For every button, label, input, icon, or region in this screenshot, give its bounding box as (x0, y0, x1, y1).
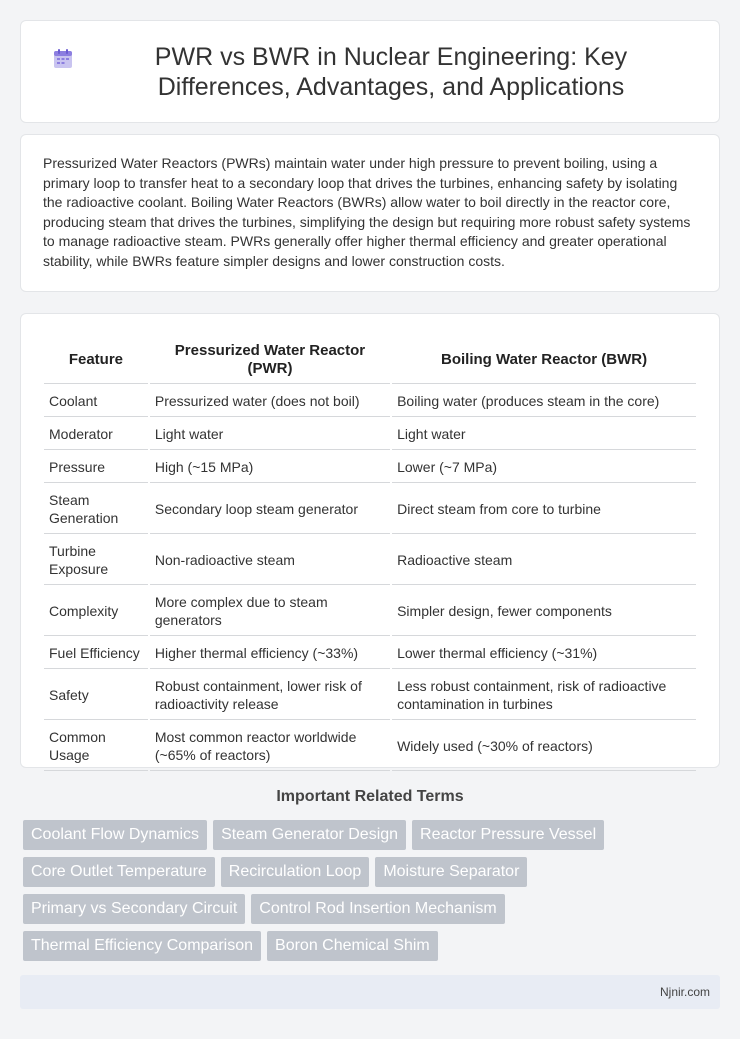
related-term-tag[interactable]: Primary vs Secondary Circuit (23, 894, 245, 924)
pwr-cell: Robust containment, lower risk of radioactivity release (150, 671, 390, 720)
table-row (44, 722, 696, 771)
related-term-tag[interactable]: Coolant Flow Dynamics (23, 820, 207, 850)
footer (20, 975, 720, 1009)
feature-cell: Moderator (44, 419, 148, 450)
feature-cell: Coolant (44, 386, 148, 417)
tag-row (23, 857, 713, 887)
related-term-tag[interactable]: Reactor Pressure Vessel (412, 820, 604, 850)
pwr-cell: Higher thermal efficiency (~33%) (150, 638, 390, 669)
feature-cell: Common Usage (44, 722, 148, 771)
table-row (44, 536, 696, 585)
table-row (44, 671, 696, 720)
related-terms-title: Important Related Terms (276, 788, 464, 805)
feature-cell: Turbine Exposure (44, 536, 148, 585)
tag-row (23, 931, 713, 961)
bwr-cell: Less robust containment, risk of radioactive contamination in turbines (392, 671, 696, 720)
feature-cell: Steam Generation (44, 485, 148, 534)
title-wrap (21, 21, 719, 122)
bwr-cell: Light water (392, 419, 696, 450)
related-term-tag[interactable]: Thermal Efficiency Comparison (23, 931, 261, 961)
page-title: PWR vs BWR in Nuclear Engineering: Key Differences, Advantages, and Applications (154, 42, 628, 101)
pwr-cell: High (~15 MPa) (150, 452, 390, 483)
feature-cell: Pressure (44, 452, 148, 483)
feature-cell: Fuel Efficiency (44, 638, 148, 669)
header-bwr: Boiling Water Reactor (BWR) (392, 336, 696, 384)
table-row (44, 386, 696, 417)
comparison-table (42, 334, 698, 773)
pwr-cell: Non-radioactive steam (150, 536, 390, 585)
related-term-tag[interactable]: Core Outlet Temperature (23, 857, 215, 887)
table-header-row (44, 336, 696, 384)
feature-cell: Safety (44, 671, 148, 720)
related-term-tag[interactable]: Recirculation Loop (221, 857, 370, 887)
table-row (44, 485, 696, 534)
related-term-tag[interactable]: Moisture Separator (375, 857, 527, 887)
pwr-cell: Secondary loop steam generator (150, 485, 390, 534)
tag-row (23, 894, 713, 924)
bwr-cell: Lower (~7 MPa) (392, 452, 696, 483)
tag-row (23, 820, 713, 850)
table-row (44, 452, 696, 483)
related-term-tag[interactable]: Control Rod Insertion Mechanism (251, 894, 504, 924)
table-row (44, 638, 696, 669)
table-row (44, 587, 696, 636)
pwr-cell: More complex due to steam generators (150, 587, 390, 636)
header-pwr: Pressurized Water Reactor (PWR) (150, 336, 390, 384)
comparison-card (20, 313, 720, 768)
related-term-tag[interactable]: Boron Chemical Shim (267, 931, 438, 961)
bwr-cell: Radioactive steam (392, 536, 696, 585)
intro-paragraph: Pressurized Water Reactors (PWRs) maintain water under high pressure to prevent boiling, using a primary loop to transfer heat to a secondary loop that drives the turbines, enhancing safety by isolating the radioactive coolant. Boiling Water Reactors (BWRs) allow water to boil directly in the reactor core, producing steam that drives the turbines, simplifying the design but requiring more robust safety systems to manage radioactive steam. PWRs generally offer higher thermal efficiency and greater operational stability, while BWRs feature simpler designs and lower construction costs. (43, 155, 691, 269)
table-row (44, 419, 696, 450)
bwr-cell: Simpler design, fewer components (392, 587, 696, 636)
pwr-cell: Light water (150, 419, 390, 450)
calendar-icon (51, 47, 75, 71)
bwr-cell: Widely used (~30% of reactors) (392, 722, 696, 771)
bwr-cell: Lower thermal efficiency (~31%) (392, 638, 696, 669)
feature-cell: Complexity (44, 587, 148, 636)
pwr-cell: Pressurized water (does not boil) (150, 386, 390, 417)
related-term-tag[interactable]: Steam Generator Design (213, 820, 406, 850)
title-card (20, 20, 720, 123)
pwr-cell: Most common reactor worldwide (~65% of reactors) (150, 722, 390, 771)
related-terms-list (23, 820, 713, 968)
bwr-cell: Boiling water (produces steam in the core) (392, 386, 696, 417)
header-feature: Feature (44, 336, 148, 384)
intro-card (20, 134, 720, 292)
footer-site-name[interactable]: Njnir.com (659, 985, 710, 999)
bwr-cell: Direct steam from core to turbine (392, 485, 696, 534)
